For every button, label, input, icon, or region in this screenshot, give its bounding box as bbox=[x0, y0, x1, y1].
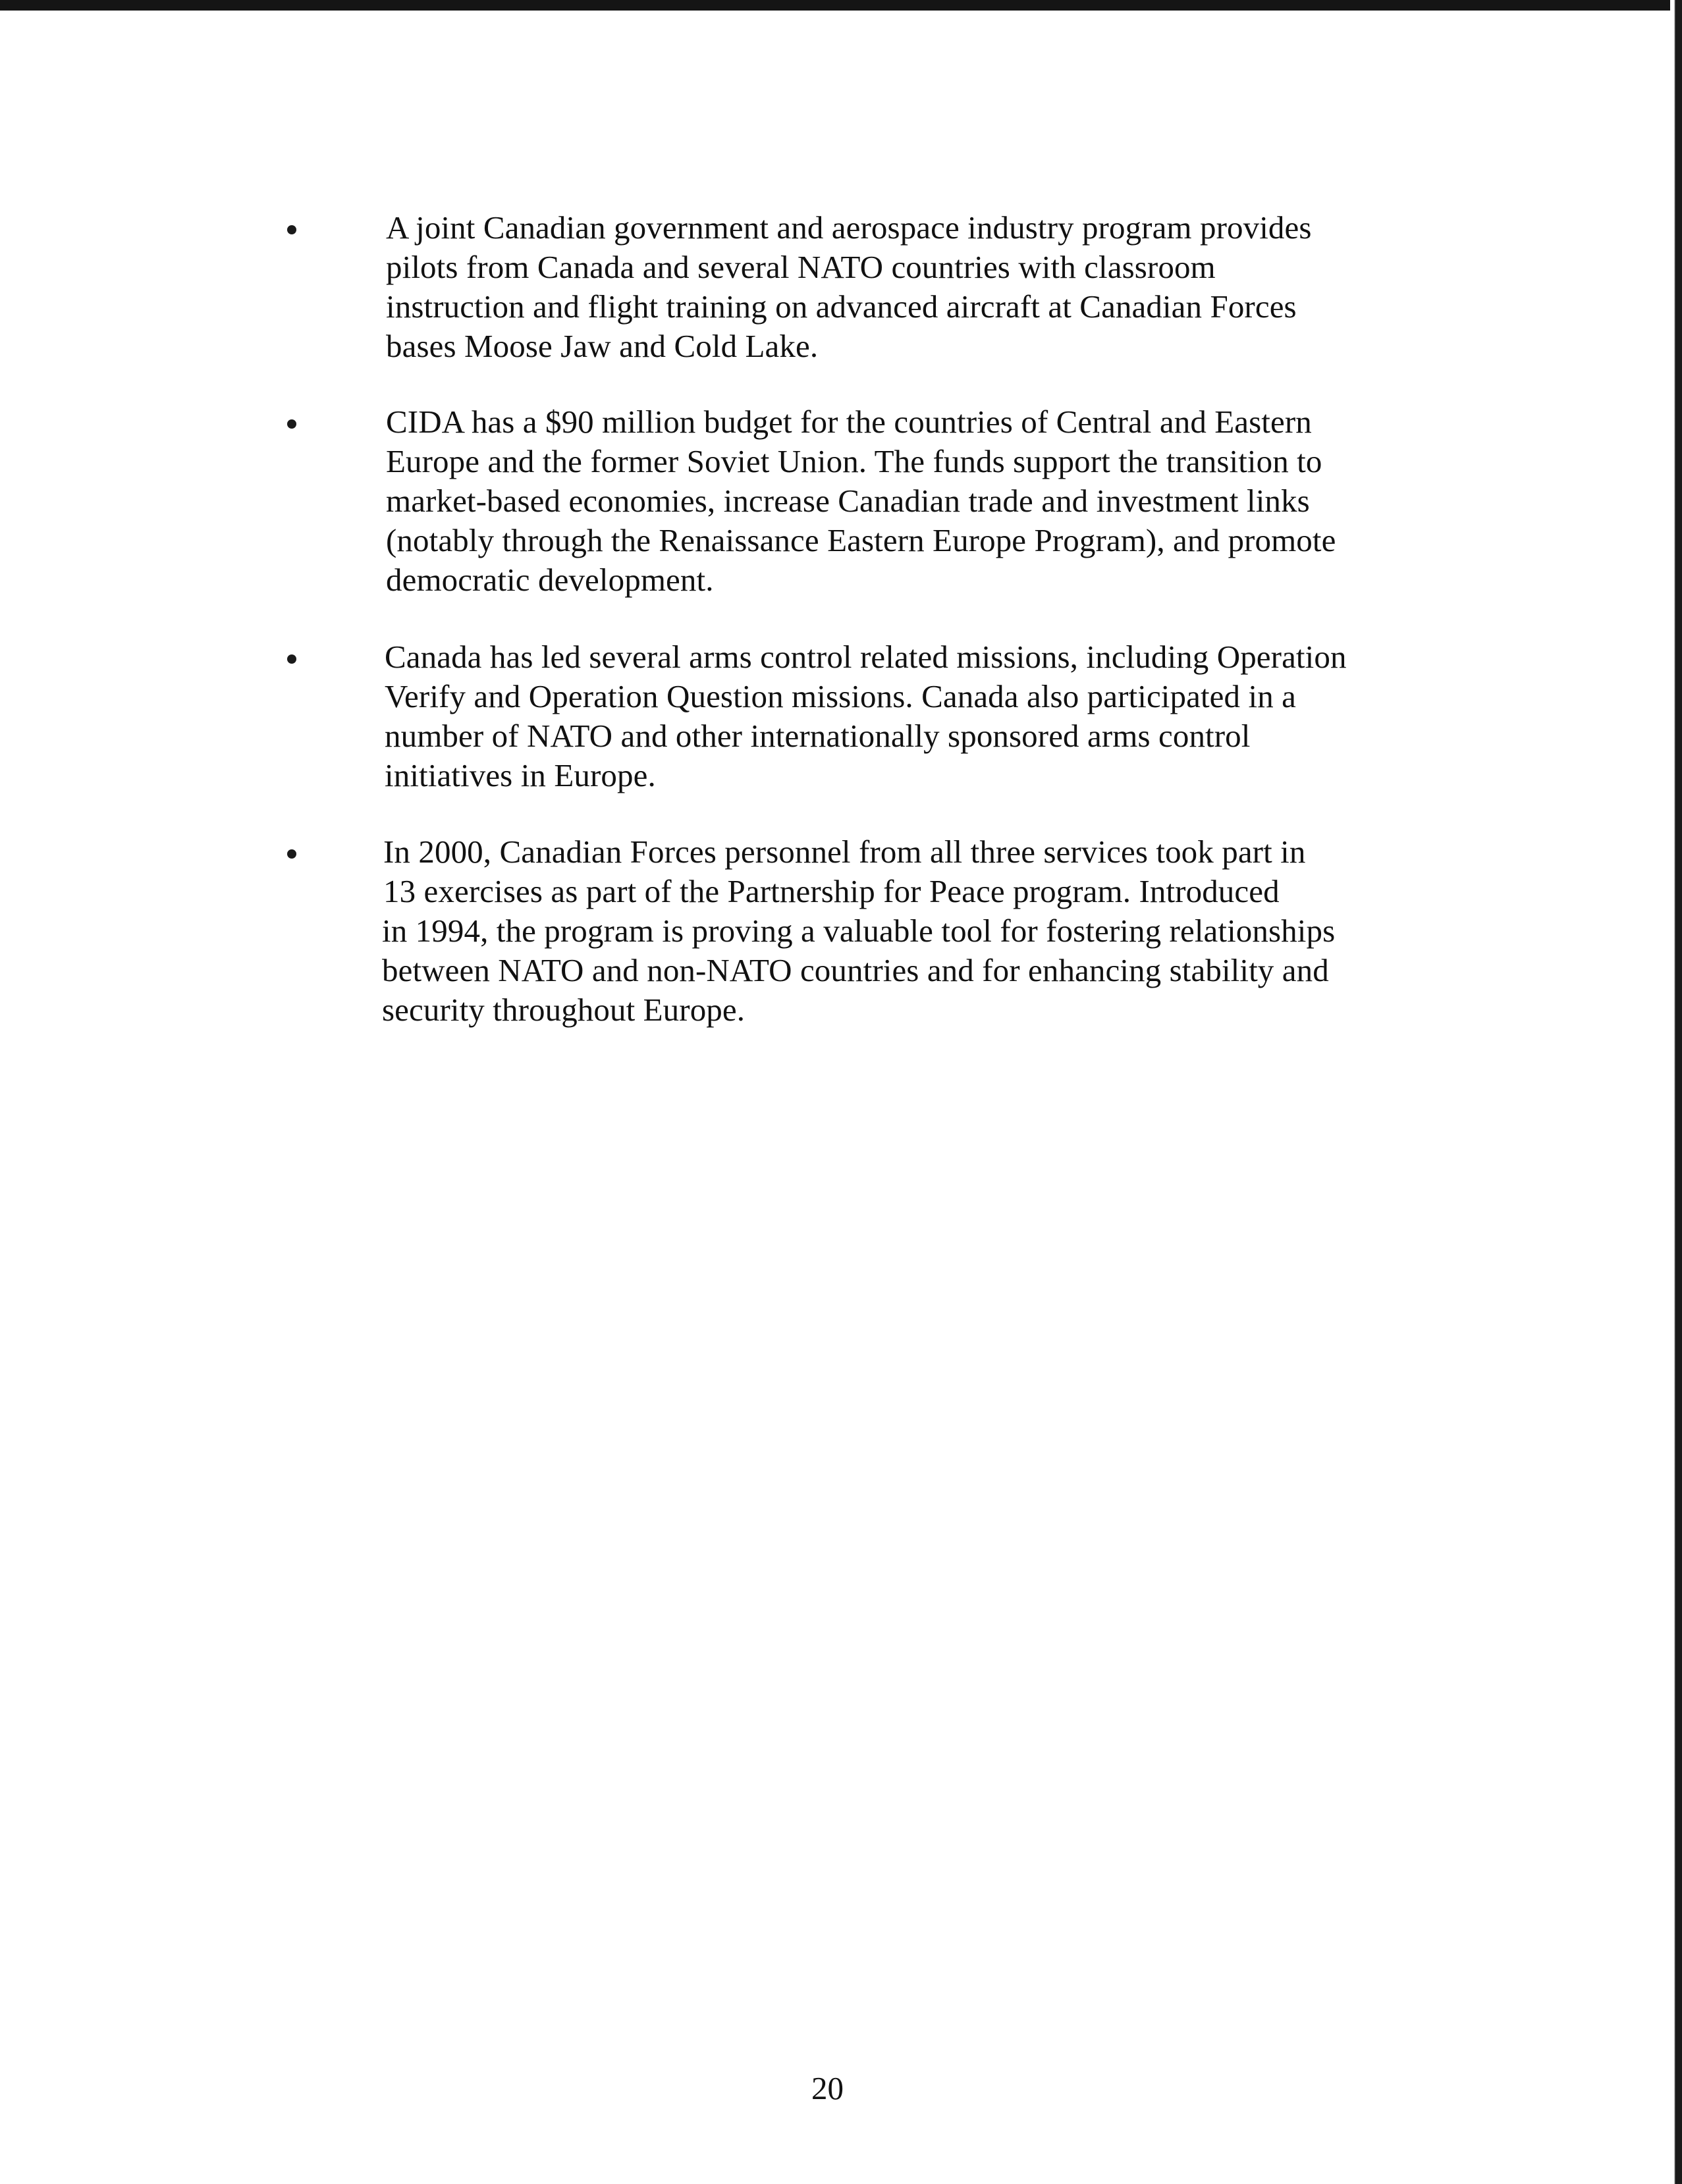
bullet-line: CIDA has a $90 million budget for the countries of Central and Eastern bbox=[386, 404, 1312, 440]
bullet-line: A joint Canadian government and aerospace industry program provides bbox=[386, 209, 1312, 246]
page-number: 20 bbox=[811, 2070, 844, 2106]
bullet-line: pilots from Canada and several NATO countries with classroom bbox=[386, 249, 1216, 285]
bullet-line: (notably through the Renaissance Eastern Europe Program), and promote bbox=[386, 522, 1336, 558]
bullet-dot bbox=[287, 849, 296, 859]
bullet-dot bbox=[287, 419, 296, 429]
bullet-line: Verify and Operation Question missions. Canada also participated in a bbox=[385, 678, 1296, 714]
bullet-line: In 2000, Canadian Forces personnel from all three services took part in bbox=[383, 834, 1306, 870]
bullet-line: security throughout Europe. bbox=[382, 992, 746, 1028]
bullet-line: instruction and flight training on advanced aircraft at Canadian Forces bbox=[386, 288, 1297, 325]
bullet-line: number of NATO and other internationally sponsored arms control bbox=[385, 718, 1251, 754]
bullet-line: Europe and the former Soviet Union. The funds support the transition to bbox=[386, 443, 1322, 479]
bullet-dot bbox=[287, 654, 296, 664]
bullet-line: Canada has led several arms control related missions, including Operation bbox=[385, 639, 1347, 675]
bullet-line: market-based economies, increase Canadian trade and investment links bbox=[386, 483, 1310, 519]
bullet-line: in 1994, the program is proving a valuable tool for fostering relationships bbox=[382, 913, 1336, 949]
bullet-line: bases Moose Jaw and Cold Lake. bbox=[386, 328, 819, 364]
bullet-line: democratic development. bbox=[386, 562, 714, 598]
bullet-line: between NATO and non-NATO countries and for enhancing stability and bbox=[382, 952, 1329, 988]
bullet-line: initiatives in Europe. bbox=[385, 757, 656, 793]
bullet-line: 13 exercises as part of the Partnership for Peace program. Introduced bbox=[383, 873, 1280, 909]
bullet-dot bbox=[287, 225, 296, 234]
